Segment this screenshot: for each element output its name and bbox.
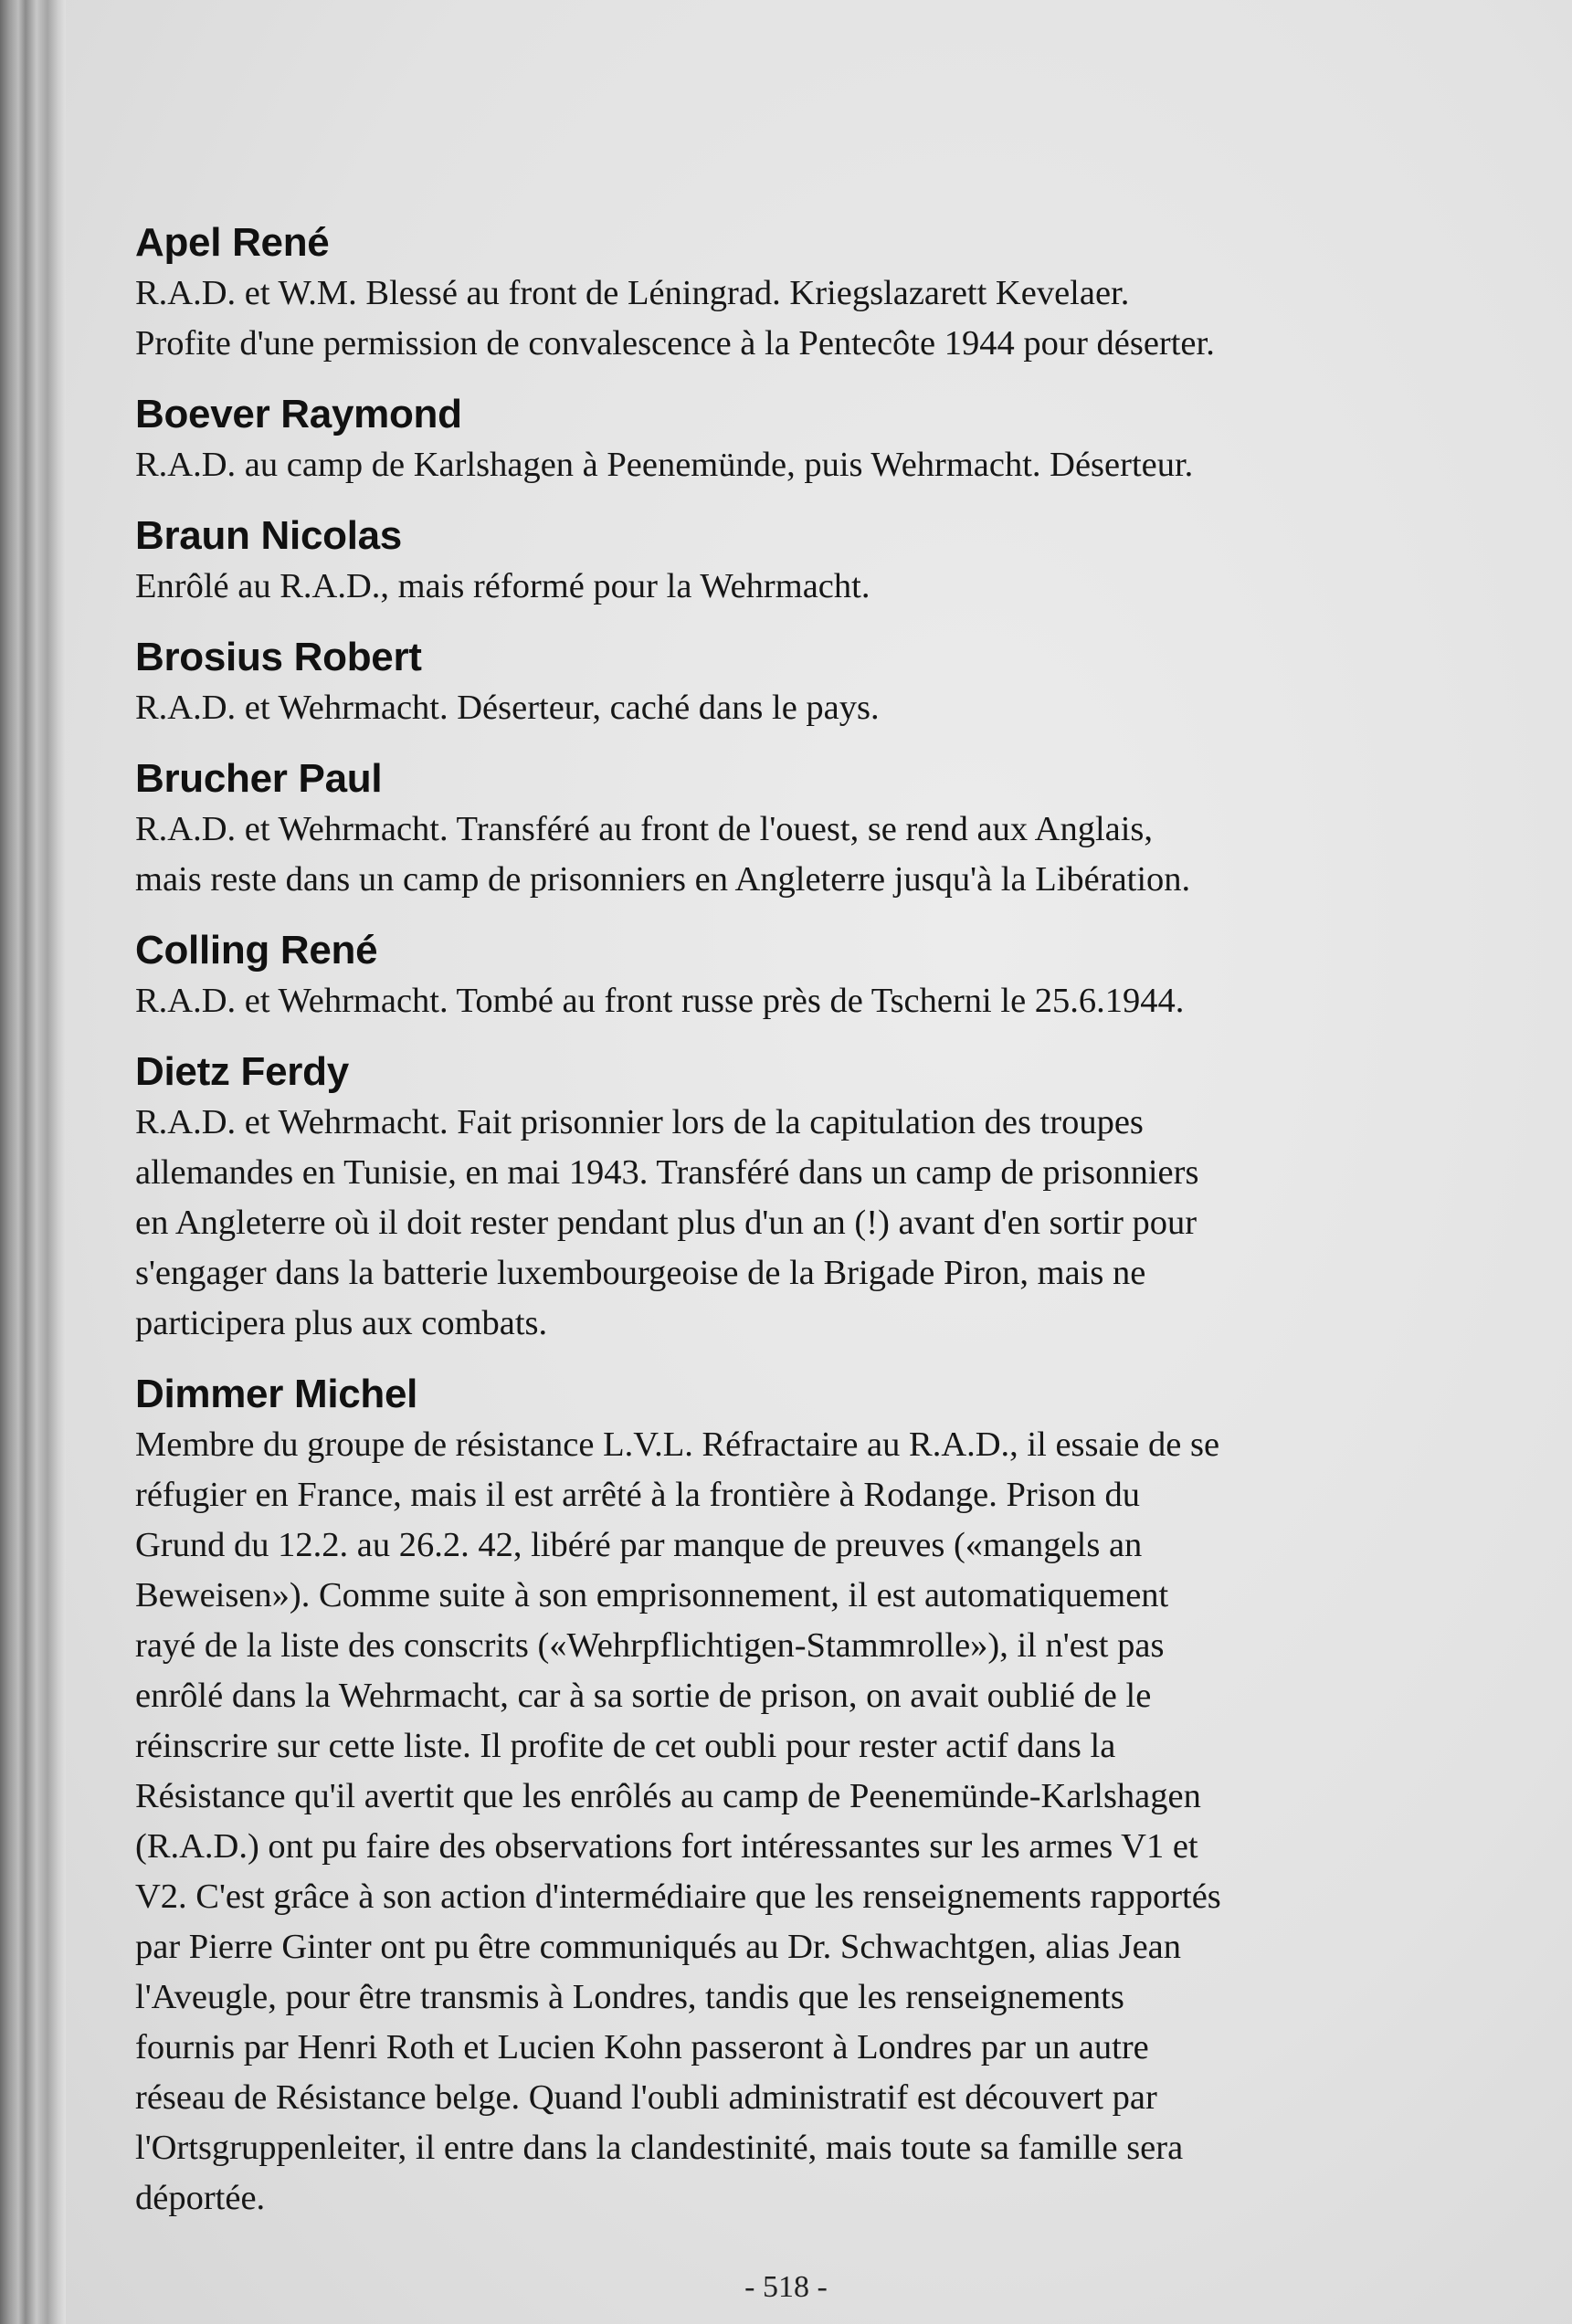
entry-text: R.A.D. et Wehrmacht. Tombé au front russe près de Tscherni le 25.6.1944. bbox=[135, 982, 1185, 1020]
entry-name: Apel René bbox=[135, 220, 330, 265]
page-number: - 518 - bbox=[744, 2270, 828, 2304]
entry-dietz-ferdy bbox=[135, 1046, 1505, 1349]
entry-colling-rene bbox=[135, 925, 1505, 1026]
entry-text: R.A.D. et Wehrmacht. Déserteur, caché dans le pays. bbox=[135, 689, 880, 727]
entry-text: R.A.D. au camp de Karlshagen à Peenemünde, puis Wehrmacht. Déserteur. bbox=[135, 446, 1194, 484]
entry-text: R.A.D. et Wehrmacht. Transféré au front de l'ouest, se rend aux Anglais, mais reste dans un camp de prisonniers en Angleterre jusqu'à la Libération. bbox=[135, 810, 1191, 899]
book-spine-edge bbox=[0, 0, 66, 2324]
entry-name: Colling René bbox=[135, 928, 378, 973]
entry-apel-rene bbox=[135, 217, 1505, 369]
entry-text: R.A.D. et Wehrmacht. Fait prisonnier lors de la capitulation des troupes allemandes en Tunisie, en mai 1943. Transféré dans un camp de prisonniers en Angleterre où il doit rester pendant plus d'un an (!) avant d'en sortir pour s'engager dans la batterie luxembourgeoise de la Brigade Piron, mais ne participera plus aux combats. bbox=[135, 1103, 1199, 1342]
entry-dimmer-michel bbox=[135, 1369, 1505, 2224]
entry-text: Membre du groupe de résistance L.V.L. Réfractaire au R.A.D., il essaie de se réfugier en France, mais il est arrêté à la frontière à Rodange. Prison du Grund du 12.2. au 26.2. 42, libéré par manque de preuves («mangels an Beweisen»). Comme suite à son emprisonnement, il est automatiquement rayé de la liste des conscrits («Wehrpflichtigen-Stammrolle»), il n'est pas enrôlé dans la Wehrmacht, car à sa sortie de prison, on avait oublié de le réinscrire sur cette liste. Il profite de cet oubli pour rester actif dans la Résistance qu'il avertit que les enrôlés au camp de Peenemünde-Karlshagen (R.A.D.) ont pu faire des observations fort intéressantes sur les armes V1 et V2. C'est grâce à son action d'intermédiaire que les renseignements rapportés par Pierre Ginter ont pu être communiqués au Dr. Schwachtgen, alias Jean l'Aveugle, pour être transmis à Londres, tandis que les renseignements fournis par Henri Roth et Lucien Kohn passeront à Londres par un autre réseau de Résistance belge. Quand l'oubli administratif est découvert par l'Ortsgruppenleiter, il entre dans la clandestinité, mais toute sa famille sera déportée. bbox=[135, 1425, 1221, 2217]
entry-text: Enrôlé au R.A.D., mais réformé pour la Wehrmacht. bbox=[135, 567, 870, 605]
entry-name: Boever Raymond bbox=[135, 392, 462, 436]
entry-name: Brosius Robert bbox=[135, 635, 422, 679]
entry-list bbox=[135, 217, 1505, 2244]
entry-name: Dimmer Michel bbox=[135, 1372, 418, 1416]
entry-text: R.A.D. et W.M. Blessé au front de Léningrad. Kriegslazarett Kevelaer. Profite d'une permission de convalescence à la Pentecôte 1944 pour déserter. bbox=[135, 274, 1215, 363]
entry-brucher-paul bbox=[135, 753, 1505, 905]
entry-boever-raymond bbox=[135, 389, 1505, 490]
entry-brosius-robert bbox=[135, 632, 1505, 733]
entry-braun-nicolas bbox=[135, 510, 1505, 612]
entry-name: Brucher Paul bbox=[135, 756, 383, 801]
entry-name: Dietz Ferdy bbox=[135, 1049, 349, 1094]
entry-name: Braun Nicolas bbox=[135, 513, 402, 558]
